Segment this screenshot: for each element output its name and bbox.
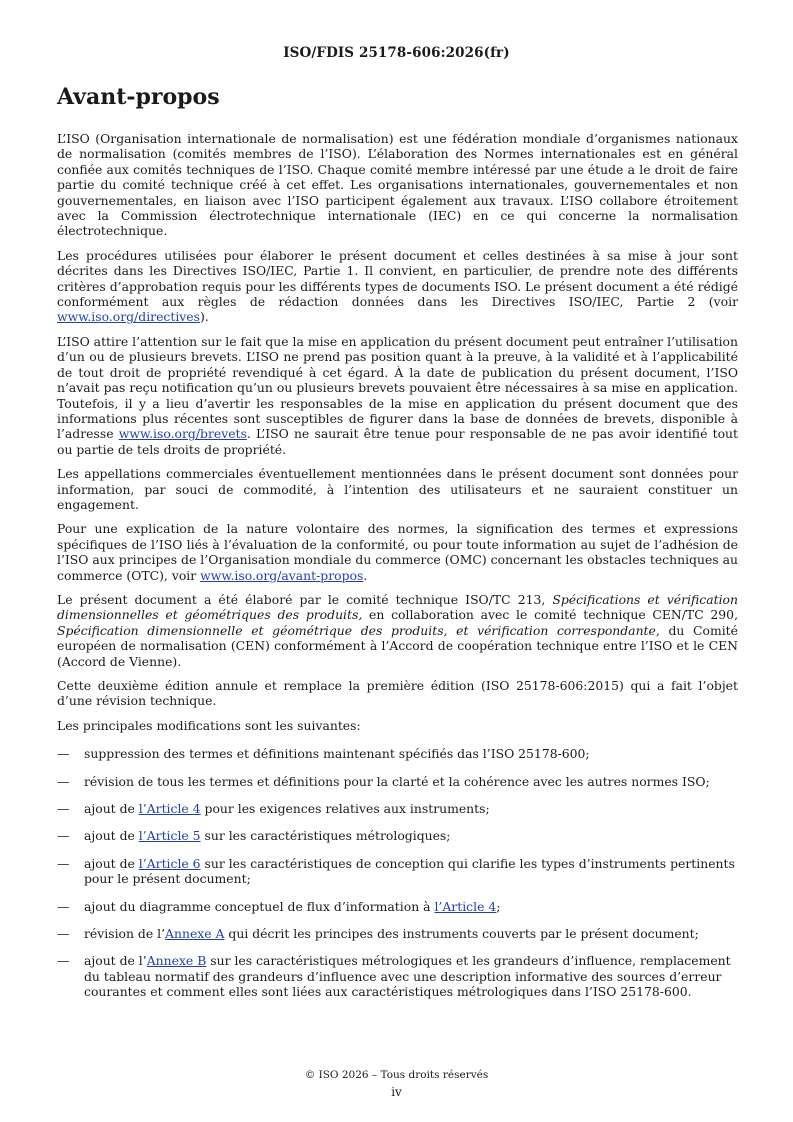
paragraph-text: Pour une explication de la nature volontaire des normes, la signification des termes et expressions spécifiques de l’ISO liés à l’évaluation de la conformité, ou pour toute information au sujet de l’adhésion de l’ISO aux principes de l’Organisation mondiale du commerce (OMC) concernant les obstacles techniques au commerce (OTC), voir	[57, 521, 738, 583]
link-annexe-a[interactable]: Annexe A	[165, 926, 225, 942]
list-item-text	[84, 953, 738, 999]
list-dash: —	[57, 926, 70, 942]
list-dash: —	[57, 828, 70, 844]
paragraph-text: L’ISO attire l’attention sur le fait que la mise en application du présent document peut entraîner l’utilisation d’un ou de plusieurs brevets. L’ISO ne prend pas position quant à la preuve, à la validité et à l’applicabilité de tout droit de propriété revendiqué à cet égard. À la date de publication du présent document, l’ISO n’avait pas reçu notification qu’un ou plusieurs brevets pouvaient être nécessaires à sa mise en application. Toutefois, il y a lieu d’avertir les responsables de la mise en application du présent document que des informations plus récentes sont susceptibles de figurer dans la base de données de brevets, disponible à l’adresse	[57, 333, 738, 442]
list-text: qui décrit les principes des instruments couverts par le présent document;	[224, 926, 699, 942]
paragraph-text: en collaboration avec le comité technique CEN/TC 290,	[362, 607, 739, 623]
paragraph-committee	[57, 592, 738, 669]
page-content	[57, 84, 738, 1012]
paragraph-iso-intro: L’ISO (Organisation internationale de normalisation) est une fédération mondiale d’organismes nationaux de normalisation (comités membres de l’ISO). L’élaboration des Normes internationales est en général confiée aux comités techniques de l’ISO. Chaque comité membre intéressé par une étude a le droit de faire partie du comité technique créé à cet effet. Les organisations internationales, gouvernementales et non gouvernementales, en liaison avec l’ISO participent également aux travaux. L’ISO collabore étroitement avec la Commission électrotechnique internationale (IEC) en ce qui concerne la normalisation électrotechnique.	[57, 131, 738, 239]
list-dash: —	[57, 746, 70, 762]
copyright-notice: © ISO 2026 – Tous droits réservés	[304, 1069, 489, 1081]
link-article-4[interactable]: l’Article 4	[434, 898, 497, 914]
paragraph-edition: Cette deuxième édition annule et remplace la première édition (ISO 25178-606:2015) qui a fait l’objet d’une révision technique.	[57, 678, 738, 709]
list-dash: —	[57, 898, 70, 914]
link-brevets[interactable]: www.iso.org/brevets	[118, 426, 247, 442]
paragraph-modifications-intro: Les principales modifications sont les suivantes:	[57, 717, 361, 733]
paragraph-trade-names: Les appellations commerciales éventuellement mentionnées dans le présent document sont données pour information, par souci de commodité, à l’intention des utilisateurs et ne sauraient constituer un engagement.	[57, 466, 738, 512]
page-title: Avant-propos	[57, 84, 220, 110]
link-article-5[interactable]: l’Article 5	[138, 828, 201, 844]
paragraph-text: Les procédures utilisées pour élaborer le présent document et celles destinées à sa mise à jour sont décrites dans les Directives ISO/IEC, Partie 1. Il convient, en particulier, de prendre note des différents critères d’approbation requis pour les différents types de documents ISO. Le présent document a été rédigé conformément aux règles de rédaction données dans les Directives ISO/IEC, Partie 2 (voir	[57, 247, 738, 310]
list-dash: —	[57, 773, 70, 789]
list-text: ajout de	[84, 801, 139, 817]
paragraph-voluntary-nature	[57, 521, 738, 583]
committee-title-iso: Spécifications et vérification dimensionnelles et géométriques des produits,	[57, 591, 739, 623]
list-text: ajout de	[84, 828, 139, 844]
list-text: pour les exigences relatives aux instruments;	[200, 801, 490, 817]
link-directives[interactable]: www.iso.org/directives	[57, 309, 200, 325]
list-item-text	[84, 856, 738, 887]
list-text: ajout de l’	[84, 953, 147, 969]
list-item-text: suppression des termes et définitions maintenant spécifiés das l’ISO 25178-600;	[84, 746, 590, 762]
page-number: iv	[391, 1085, 402, 1099]
list-item	[57, 801, 738, 816]
list-text: sur les caractéristiques métrologiques et les grandeurs d’influence, remplacement du tableau normatif des grandeurs d’influence avec une description informative des sources d’erreur courantes et comment elles sont liées aux caractéristiques métrologiques dans l’ISO 25178-600.	[84, 953, 731, 1000]
modifications-list	[57, 746, 738, 999]
document-identifier: ISO/FDIS 25178-606:2026(fr)	[283, 45, 510, 61]
page-footer	[0, 1068, 793, 1099]
list-item	[57, 926, 738, 941]
list-item	[57, 953, 738, 999]
list-text: ;	[496, 898, 501, 914]
link-article-6[interactable]: l’Article 6	[138, 855, 201, 871]
list-item	[57, 774, 738, 789]
paragraph-text: . L’ISO ne saurait être tenue pour responsable de ne pas avoir identifié tout ou partie de tels droits de propriété.	[57, 426, 738, 457]
list-text: sur les caractéristiques de conception qui clarifie les types d’instruments pertinents pour le présent document;	[84, 855, 735, 887]
committee-title-cen: Spécification dimensionnelle et géométrique des produits, et vérification correspondante,	[57, 622, 660, 638]
list-dash: —	[57, 855, 70, 871]
list-item	[57, 899, 738, 914]
paragraph-procedures	[57, 248, 738, 325]
list-item-text	[84, 801, 738, 816]
list-item-text	[84, 828, 738, 843]
list-dash: —	[57, 801, 70, 817]
link-avant-propos[interactable]: www.iso.org/avant-propos	[200, 567, 364, 583]
list-item	[57, 746, 738, 761]
list-text: sur les caractéristiques métrologiques;	[200, 828, 451, 844]
list-item-text: révision de tous les termes et définitions pour la clarté et la cohérence avec les autres normes ISO;	[84, 773, 710, 789]
list-text: ajout de	[84, 855, 139, 871]
list-item	[57, 828, 738, 843]
paragraph-text: .	[363, 567, 368, 583]
list-text: révision de l’	[84, 926, 166, 942]
paragraph-text: Le présent document a été élaboré par le comité technique ISO/TC 213,	[57, 591, 553, 607]
list-item	[57, 856, 738, 887]
paragraph-patents	[57, 334, 738, 457]
list-dash: —	[57, 953, 70, 969]
link-article-4[interactable]: l’Article 4	[138, 801, 201, 817]
link-annexe-b[interactable]: Annexe B	[146, 953, 207, 969]
paragraph-text: du Comité européen de normalisation (CEN) conformément à l’Accord de coopération technique entre l’ISO et le CEN (Accord de Vienne).	[57, 622, 738, 669]
paragraph-text: ).	[200, 309, 209, 325]
list-text: ajout du diagramme conceptuel de flux d’information à	[84, 898, 435, 914]
list-item-text	[84, 899, 738, 914]
list-item-text	[84, 926, 738, 941]
